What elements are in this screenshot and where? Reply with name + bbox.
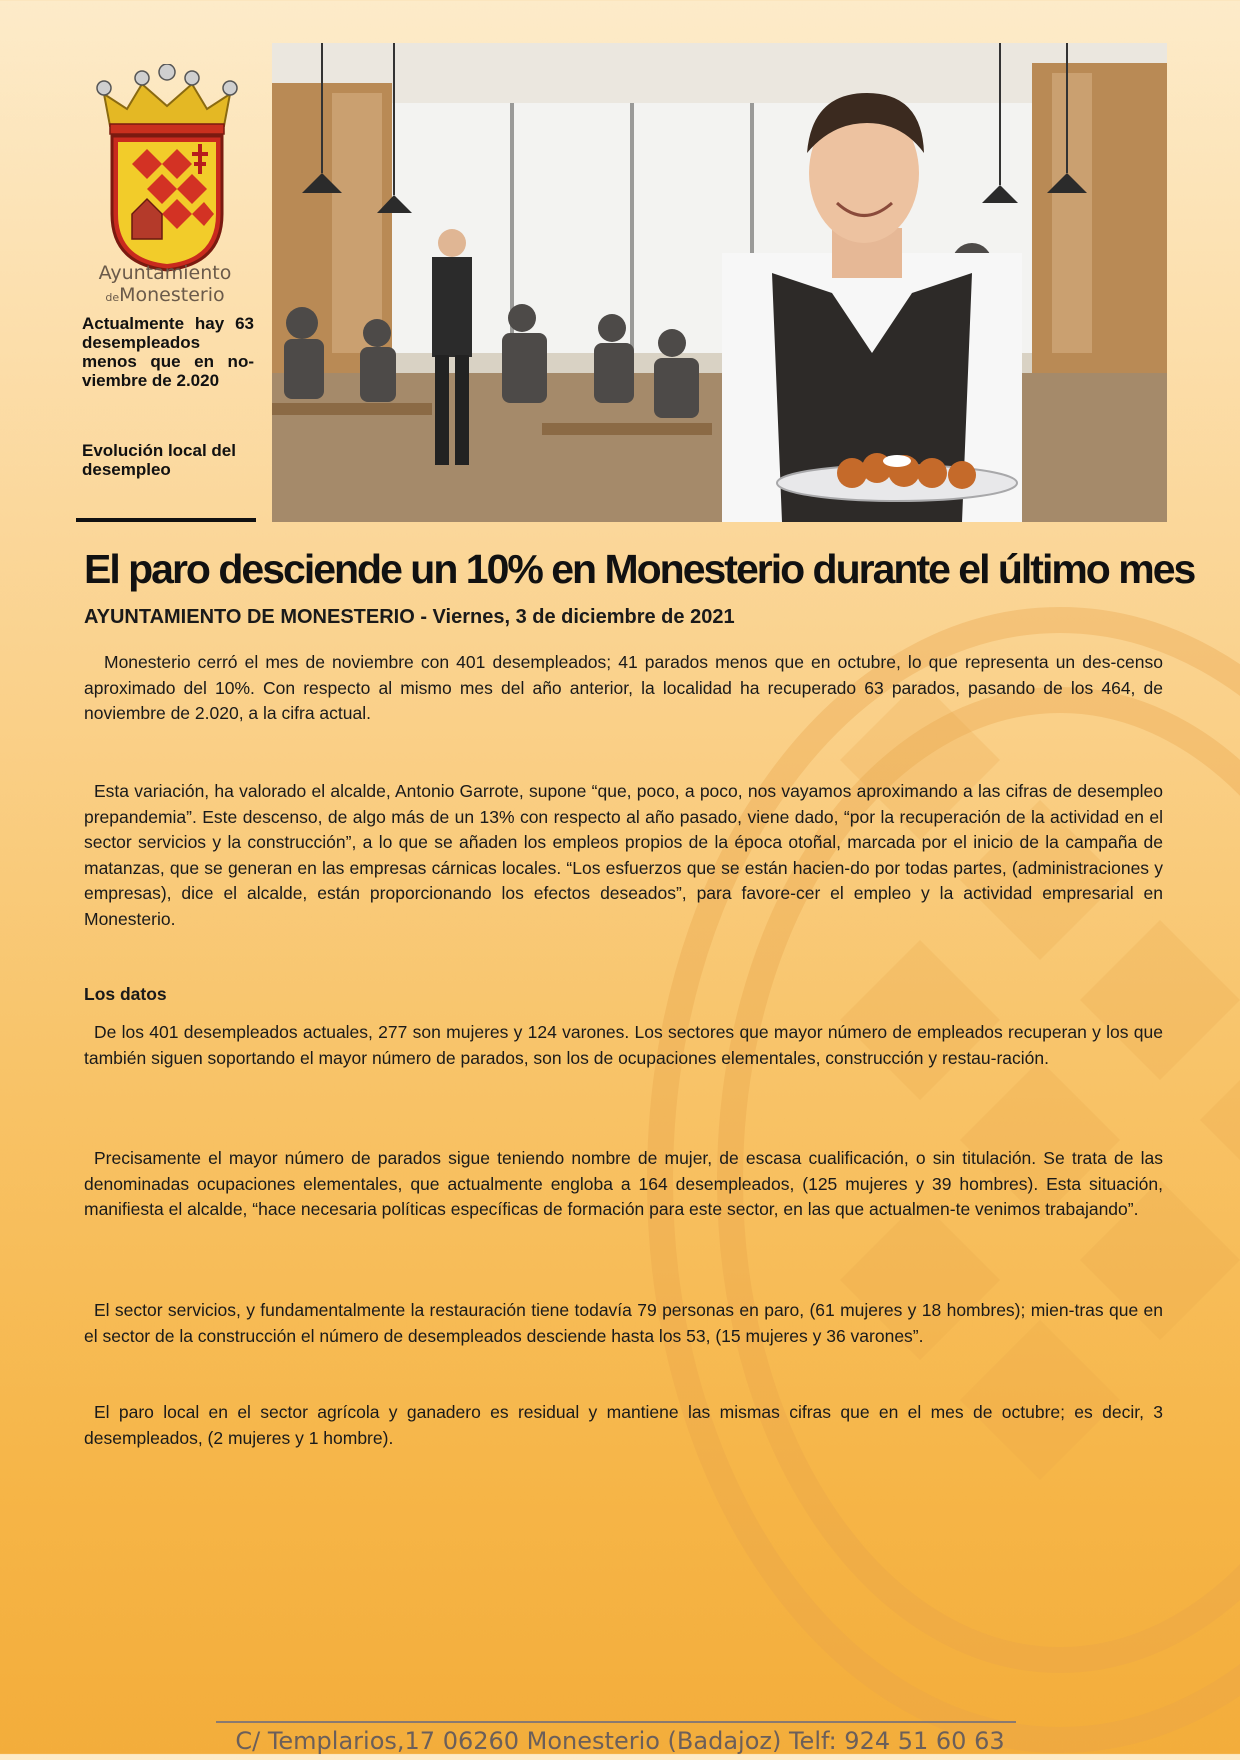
- article-photo: [272, 43, 1167, 522]
- paragraph-5: El sector servicios, y fundamentalmente la restauración tiene todavía 79 personas en paro, (61 mujeres y 18 hombres); mien-tras que en el sector de la construcción el número de desempleados desciende hasta los 53, (15 mujeres y 36 varones”.: [84, 1300, 1163, 1346]
- article-headline: El paro desciende un 10% en Monesterio durante el último mes: [84, 546, 1195, 592]
- footer-divider: [216, 1721, 1016, 1723]
- crown-icon: [97, 64, 237, 134]
- paragraph-3: De los 401 desempleados actuales, 277 son mujeres y 124 varones. Los sectores que mayor número de empleados recuperan y los que también siguen soportando el mayor número de parados, son los de ocupaciones elementales, construcción y restau-ración.: [84, 1022, 1163, 1068]
- sidebar-divider: [76, 518, 256, 522]
- paragraph-4: Precisamente el mayor número de parados sigue teniendo nombre de mujer, de escasa cualificación, o sin titulación. Se trata de las denominadas ocupaciones elementales, que actualmente engloba a 164 desempleados, (125 mujeres y 39 hombres). Esta situación, manifiesta el alcalde, “hace necesaria políticas específicas de formación para este sector, en las que actualmen-te venimos trabajando”.: [84, 1148, 1163, 1219]
- logo-wordmark: [80, 262, 250, 309]
- section-title-los-datos: Los datos: [84, 984, 167, 1004]
- logo-line-2-name: Monesterio: [119, 284, 225, 306]
- sidebar-highlight: Actualmente hay 63 desempleados menos que en no-viembre de 2.020: [82, 314, 254, 390]
- logo-line-2: [80, 284, 250, 309]
- paragraph-2: Esta variación, ha valorado el alcalde, Antonio Garrote, supone “que, poco, a poco, nos vayamos aproximando a las cifras de desempleo prepandemia”. Este descenso, de algo más de un 13% con respecto al año pasado, viene dado, “por la recuperación de la actividad en el sector servicios y la construcción”, a lo que se añaden los empleos propios de la época otoñal, marcada por el inicio de la campaña de matanzas, que se generan en las empresas cárnicas locales. “Los esfuerzos que se están hacien-do por todas partes, (administraciones y empresas), dice el alcalde, están proporcionando los efectos deseados”, para favore-cer el empleo y la actividad empresarial en Monesterio.: [84, 781, 1163, 929]
- paragraph-1: Monesterio cerró el mes de noviembre con 401 desempleados; 41 parados menos que en octubre, lo que representa un des-censo aproximado del 10%. Con respecto al mismo mes del año anterior, la localidad ha recuperado 63 parados, pasando de los 464, de noviembre de 2.020, a la cifra actual.: [84, 652, 1163, 723]
- logo-line-1: Ayuntamiento: [98, 262, 232, 284]
- logo-line-2-prefix: de: [105, 291, 120, 304]
- article-dateline: AYUNTAMIENTO DE MONESTERIO - Viernes, 3 de diciembre de 2021: [84, 606, 735, 628]
- paragraph-6: El paro local en el sector agrícola y ganadero es residual y mantiene las mismas cifras que en el mes de octubre; es decir, 3 desempleados, (2 mujeres y 1 hombre).: [84, 1402, 1163, 1448]
- sidebar-section-label: Evolución local del desempleo: [82, 441, 236, 479]
- footer-address: C/ Templarios,17 06260 Monesterio (Badajoz) Telf: 924 51 60 63: [235, 1727, 1005, 1755]
